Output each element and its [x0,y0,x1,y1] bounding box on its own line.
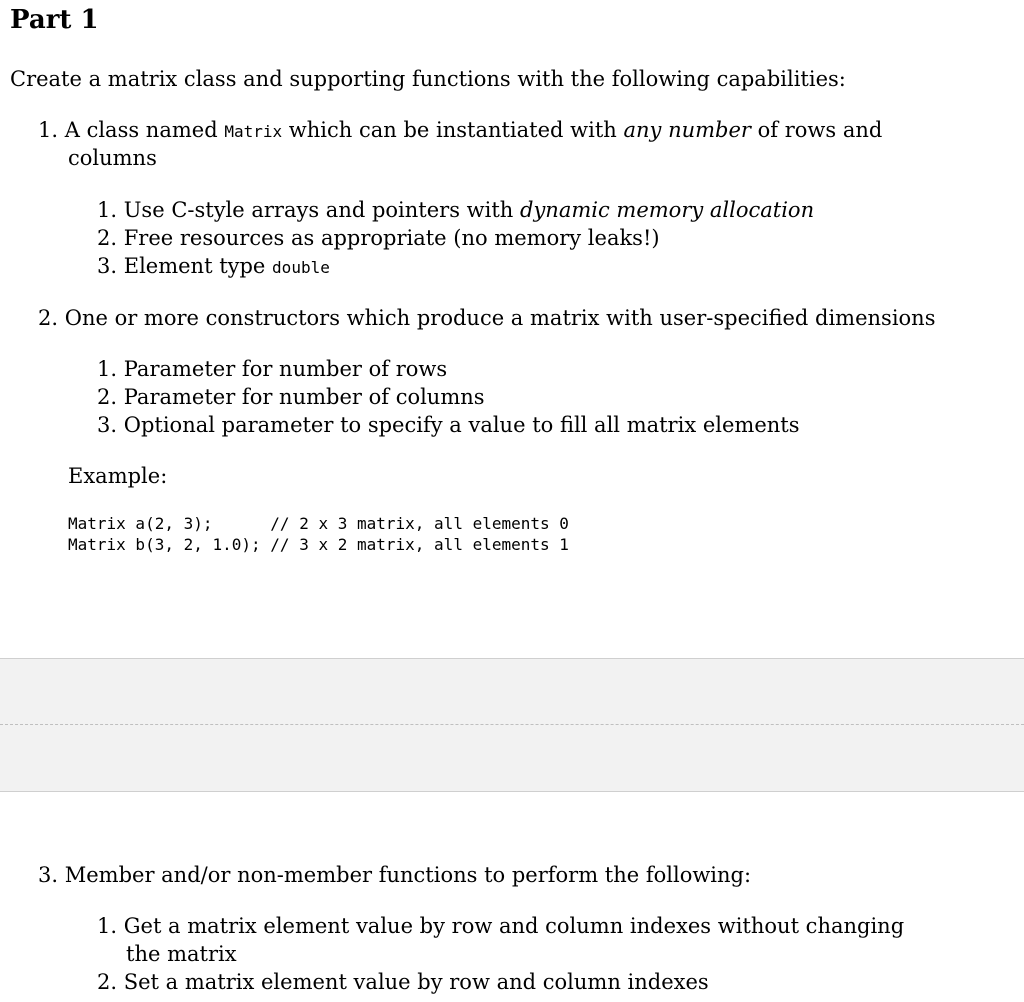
list-number: 2. [38,306,59,330]
list-item-1 [38,116,882,146]
list-number: 2. [97,970,118,994]
list-number: 3. [38,863,59,887]
list-text: Free resources as appropriate (no memory leaks!) [123,226,660,250]
inline-code: Matrix [224,122,283,141]
list-text: Use C-style arrays and pointers with [123,198,520,222]
page-break-dashed-line [0,724,1024,725]
list-text: Get a matrix element value by row and column indexes without changing [123,914,905,938]
sub-item-1-2 [97,224,660,252]
list-number: 1. [38,118,59,142]
list-text: Member and/or non-member functions to perform the following: [64,863,752,887]
sub-item-2-2 [97,383,485,411]
code-line: Matrix b(3, 2, 1.0); // 3 x 2 matrix, all elements 1 [68,535,569,554]
sub-item-1-3 [97,252,330,282]
sub-item-2-1 [97,355,447,383]
sub-item-3-2 [97,968,709,996]
list-text: Optional parameter to specify a value to fill all matrix elements [123,413,800,437]
list-text: which can be instantiated with [282,118,624,142]
sub-item-1-1 [97,196,814,224]
list-number: 1. [97,914,118,938]
sub-item-3-1 [97,912,904,940]
emphasis: any number [623,118,751,142]
list-text: Set a matrix element value by row and column indexes [123,970,709,994]
sub-item-2-3 [97,411,800,439]
example-label: Example: [68,464,168,488]
list-text: Parameter for number of columns [123,385,485,409]
page-break-band [0,658,1024,792]
list-item-3 [38,861,751,889]
list-number: 3. [97,413,118,437]
list-number: 1. [97,357,118,381]
list-number: 1. [97,198,118,222]
list-number: 3. [97,254,118,278]
sub-item-3-1-continuation: the matrix [126,942,237,966]
page-title: Part 1 [10,5,99,35]
list-number: 2. [97,385,118,409]
code-line: Matrix a(2, 3); // 2 x 3 matrix, all elements 0 [68,514,569,533]
list-text: of rows and [750,118,883,142]
list-item-1-continuation: columns [68,146,157,170]
list-text: Element type [123,254,273,278]
list-number: 2. [97,226,118,250]
list-item-2 [38,304,936,332]
list-text: One or more constructors which produce a matrix with user-specified dimensions [64,306,936,330]
intro-paragraph: Create a matrix class and supporting functions with the following capabilities: [10,67,846,91]
inline-code: double [272,258,330,277]
list-text: A class named [64,118,225,142]
emphasis: dynamic memory allocation [520,198,815,222]
code-block [68,513,569,555]
list-text: Parameter for number of rows [123,357,448,381]
